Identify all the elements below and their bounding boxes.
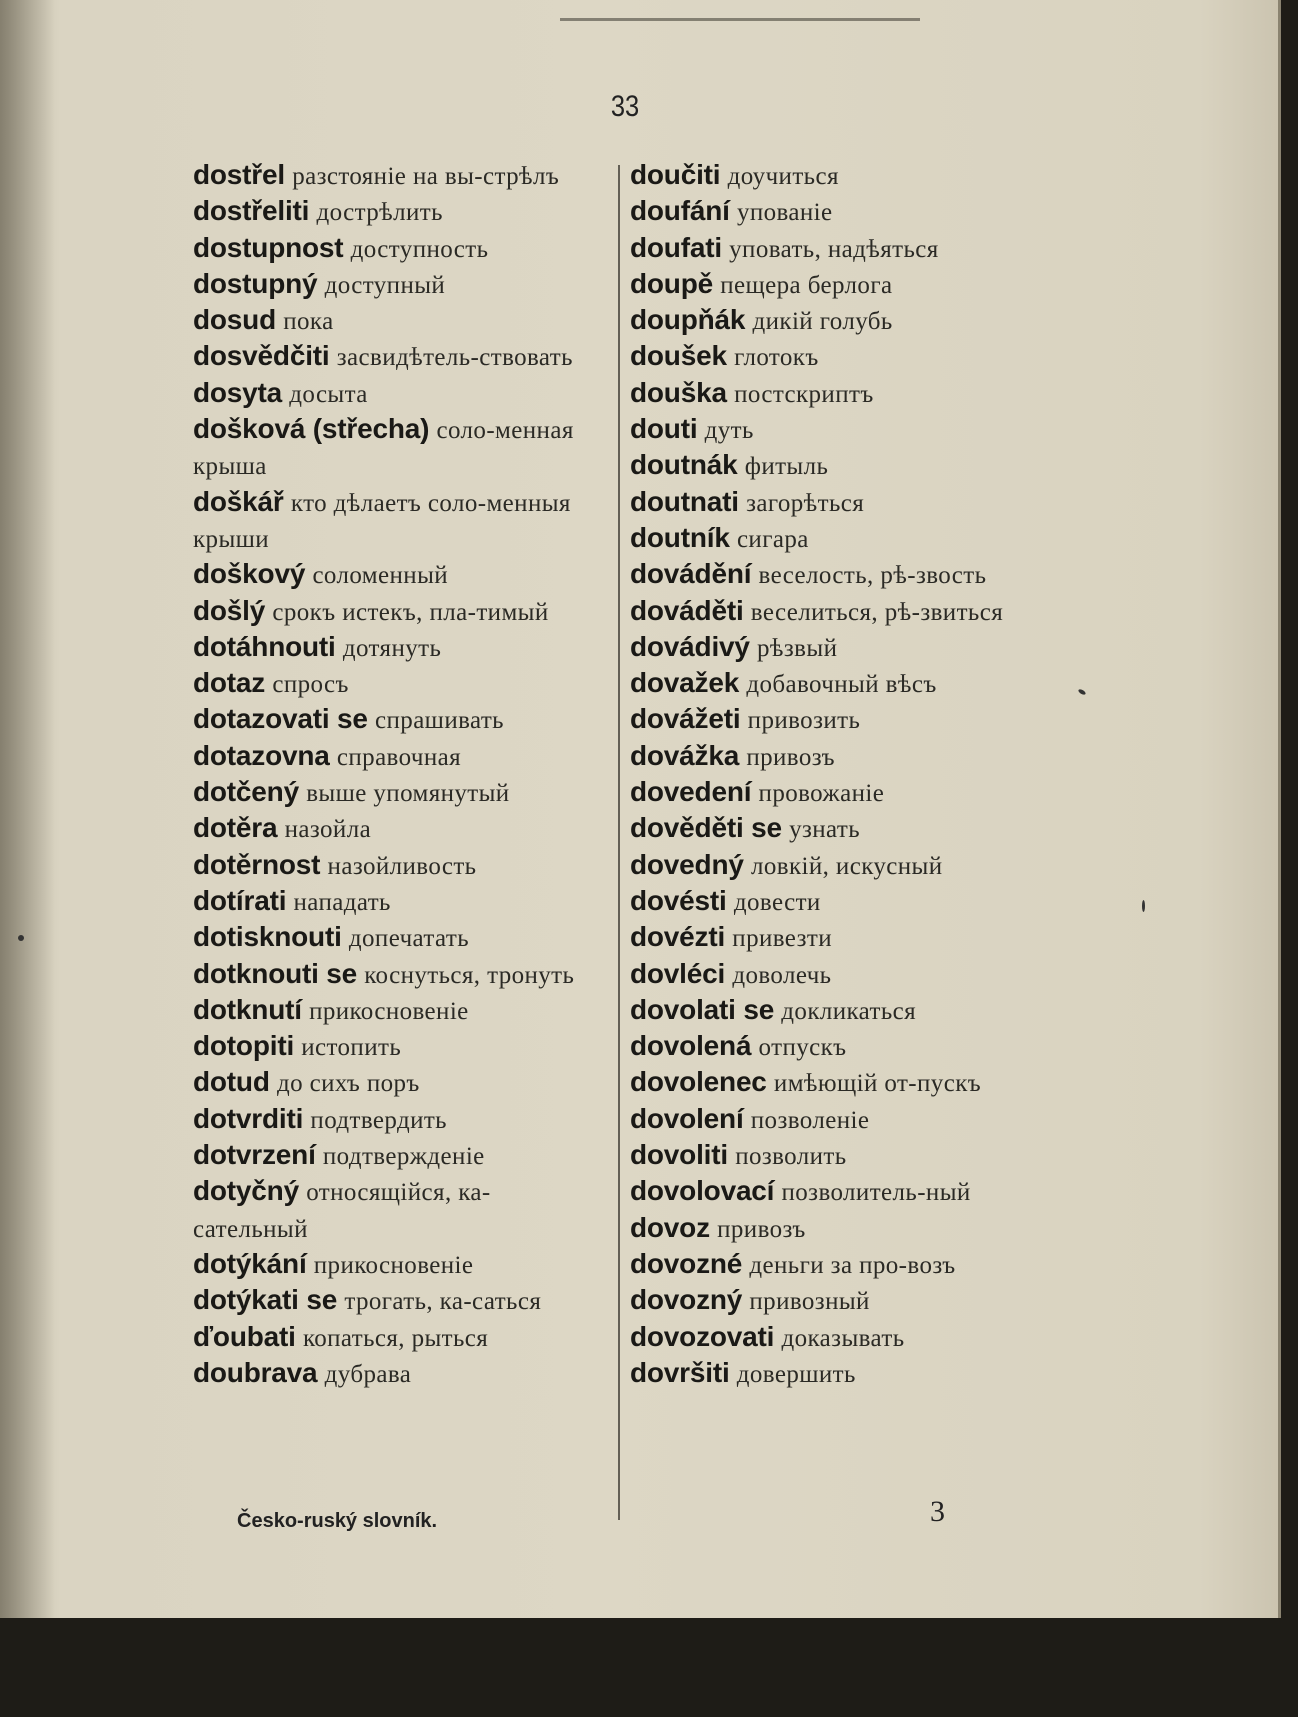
dictionary-entry — [630, 376, 1062, 412]
dictionary-entry — [630, 630, 1062, 666]
dictionary-entry — [630, 448, 1062, 484]
entry-translation: уповать, надѣяться — [729, 235, 939, 263]
entry-headword: dovoz — [630, 1211, 710, 1243]
entry-translation: доступный — [324, 271, 446, 299]
entry-translation: докликаться — [781, 997, 917, 1025]
dictionary-entry — [630, 158, 1062, 194]
entry-translation: добавочный вѣсъ — [746, 671, 937, 699]
entry-headword: doufání — [630, 195, 730, 227]
entry-translation: рѣзвый — [757, 634, 838, 662]
dictionary-entry — [193, 1247, 605, 1283]
dictionary-entry — [193, 1102, 605, 1138]
entry-headword: dotáhnouti — [193, 630, 336, 662]
entry-translation: доказывать — [781, 1324, 905, 1352]
dictionary-entry — [630, 521, 1062, 557]
entry-headword: dostřeliti — [193, 195, 310, 227]
entry-headword: dotvrditi — [193, 1102, 304, 1134]
dictionary-entry — [630, 231, 1062, 267]
entry-headword: doškový — [193, 558, 306, 590]
entry-translation: дострѣлить — [316, 199, 443, 227]
entry-headword: dovolati se — [630, 993, 775, 1025]
entry-headword: dovážka — [630, 739, 740, 771]
dictionary-entry — [193, 957, 605, 993]
dictionary-entry — [630, 884, 1062, 920]
entry-translation: относящійся, ка-сательный — [193, 1179, 491, 1243]
dictionary-entry — [193, 1174, 605, 1247]
dictionary-entry — [630, 1174, 1062, 1210]
page-number: 33 — [610, 90, 640, 123]
entry-translation: ловкій, искусный — [750, 852, 943, 880]
dictionary-entry — [630, 1211, 1062, 1247]
entry-translation: соломенный — [312, 562, 449, 590]
entry-translation: спросъ — [272, 671, 349, 699]
entry-translation: доступность — [350, 235, 489, 263]
entry-translation: сигара — [736, 525, 809, 553]
entry-headword: dosyta — [193, 376, 283, 408]
dictionary-entry — [193, 739, 605, 775]
entry-translation: веселость, рѣ-звость — [758, 562, 987, 590]
entry-translation: узнать — [789, 816, 861, 844]
entry-headword: dotírati — [193, 884, 287, 916]
dictionary-entry — [630, 920, 1062, 956]
entry-translation: отпускъ — [758, 1034, 847, 1062]
entry-translation: кто дѣлаетъ соло-менныя крыши — [193, 489, 571, 553]
entry-translation: дикій голубь — [752, 308, 893, 336]
entry-headword: doškář — [193, 485, 284, 517]
entry-translation: веселиться, рѣ-звиться — [750, 598, 1004, 626]
dictionary-entry — [193, 376, 605, 412]
entry-headword: dováděti — [630, 594, 744, 626]
entry-translation: подтвержденіе — [322, 1143, 485, 1171]
entry-headword: dovozné — [630, 1247, 743, 1279]
dictionary-entry — [630, 1283, 1062, 1319]
entry-headword: dotyčný — [193, 1175, 299, 1207]
entry-headword: dověděti se — [630, 812, 782, 844]
entry-translation: досыта — [289, 380, 368, 408]
dictionary-entry — [630, 1029, 1062, 1065]
entry-translation: засвидѣтель-ствовать — [336, 344, 573, 372]
left-column — [193, 158, 605, 1392]
dictionary-entry — [630, 557, 1062, 593]
dictionary-entry — [193, 339, 605, 375]
entry-translation: до сихъ поръ — [276, 1070, 420, 1098]
print-speck — [1142, 900, 1145, 912]
entry-headword: dovoliti — [630, 1139, 728, 1171]
entry-headword: doupě — [630, 267, 713, 299]
dictionary-entry — [193, 702, 605, 738]
dictionary-entry — [193, 1283, 605, 1319]
entry-translation: назойла — [284, 816, 372, 844]
dictionary-entry — [193, 1029, 605, 1065]
entry-headword: doušek — [630, 340, 727, 372]
entry-headword: dosud — [193, 304, 276, 336]
dictionary-entry — [193, 194, 605, 230]
gutter-shadow — [0, 0, 55, 1618]
dictionary-entry — [193, 557, 605, 593]
dictionary-entry — [193, 267, 605, 303]
entry-translation: дубрава — [324, 1360, 412, 1388]
entry-translation: допечатать — [348, 925, 470, 953]
entry-headword: dovolenec — [630, 1066, 767, 1098]
entry-headword: dovozovati — [630, 1320, 775, 1352]
dictionary-entry — [193, 920, 605, 956]
entry-headword: dotknouti se — [193, 957, 358, 989]
entry-headword: došlý — [193, 594, 266, 626]
dictionary-entry — [630, 811, 1062, 847]
entry-headword: dovažek — [630, 667, 740, 699]
dictionary-entry — [630, 775, 1062, 811]
entry-translation: позволеніе — [750, 1106, 870, 1134]
dictionary-entry — [630, 194, 1062, 230]
dictionary-entry — [630, 1320, 1062, 1356]
signature-mark: 3 — [930, 1495, 945, 1528]
entry-translation: спрашивать — [375, 707, 504, 735]
dictionary-entry — [193, 993, 605, 1029]
entry-translation: истопить — [301, 1034, 402, 1062]
entry-translation: прикосновеніе — [309, 997, 469, 1025]
entry-translation: упованіе — [736, 199, 833, 227]
entry-translation: подтвердить — [310, 1106, 447, 1134]
entry-headword: dovozný — [630, 1284, 743, 1316]
entry-headword: ďoubati — [193, 1320, 296, 1352]
entry-translation: деньги за про-возъ — [749, 1251, 956, 1279]
dictionary-entry — [193, 848, 605, 884]
entry-headword: dotvrzení — [193, 1139, 316, 1171]
entry-headword: dovádivý — [630, 630, 750, 662]
dictionary-entry — [193, 412, 605, 485]
entry-translation: довести — [733, 888, 821, 916]
top-edge-line — [560, 18, 920, 21]
entry-translation: постскриптъ — [734, 380, 874, 408]
dictionary-entry — [193, 811, 605, 847]
entry-translation: нападать — [293, 888, 391, 916]
dictionary-entry — [193, 1065, 605, 1101]
dictionary-entry — [193, 303, 605, 339]
entry-headword: dovléci — [630, 957, 726, 989]
entry-headword: dotaz — [193, 667, 266, 699]
entry-translation: пока — [283, 308, 334, 336]
entry-headword: dovádění — [630, 558, 752, 590]
entry-translation: позволитель-ный — [781, 1179, 971, 1207]
dictionary-entry — [193, 775, 605, 811]
entry-headword: dovážeti — [630, 703, 741, 735]
entry-translation: позволить — [735, 1143, 847, 1171]
dictionary-entry — [630, 485, 1062, 521]
entry-headword: douti — [630, 413, 698, 445]
dictionary-entry — [193, 1356, 605, 1392]
print-speck — [18, 935, 24, 941]
dictionary-entry — [630, 957, 1062, 993]
entry-translation: срокъ истекъ, пла-тимый — [272, 598, 549, 626]
dictionary-entry — [193, 884, 605, 920]
entry-headword: doufati — [630, 231, 722, 263]
dictionary-entry — [630, 303, 1062, 339]
entry-headword: dotopiti — [193, 1030, 295, 1062]
entry-translation: разстояніе на вы-стрѣлъ — [292, 163, 560, 190]
entry-headword: dovedný — [630, 848, 744, 880]
entry-translation: копаться, рыться — [302, 1324, 489, 1352]
entry-headword: dotknutí — [193, 993, 302, 1025]
dictionary-entry — [193, 158, 605, 194]
dictionary-entry — [630, 1065, 1062, 1101]
entry-translation: доучиться — [727, 163, 839, 190]
entry-translation: имѣющій от-пускъ — [773, 1070, 982, 1098]
entry-headword: dotazovati se — [193, 703, 368, 735]
dictionary-entry — [193, 594, 605, 630]
entry-translation: трогать, ка-саться — [344, 1288, 542, 1316]
entry-headword: doutnák — [630, 449, 738, 481]
column-divider — [618, 165, 620, 1520]
entry-translation: дотянуть — [342, 634, 442, 662]
entry-translation: выше упомянутый — [306, 780, 510, 808]
dictionary-entry — [630, 594, 1062, 630]
entry-translation: коснуться, тронуть — [364, 961, 575, 989]
dictionary-entry — [193, 630, 605, 666]
dictionary-entry — [630, 739, 1062, 775]
dictionary-entry — [630, 666, 1062, 702]
entry-headword: dotýkati se — [193, 1284, 338, 1316]
dictionary-entry — [193, 1320, 605, 1356]
entry-headword: dostupnost — [193, 231, 344, 263]
entry-translation: фитыль — [744, 453, 829, 481]
entry-translation: привозить — [747, 707, 861, 735]
entry-headword: dostřel — [193, 159, 285, 190]
entry-translation: глотокъ — [734, 344, 819, 372]
dictionary-entry — [193, 231, 605, 267]
dictionary-entry — [193, 485, 605, 558]
entry-translation: привозъ — [746, 743, 835, 771]
entry-headword: dotěra — [193, 812, 278, 844]
entry-headword: doutnati — [630, 485, 739, 517]
entry-translation: справочная — [336, 743, 461, 771]
entry-headword: dovésti — [630, 884, 727, 916]
entry-headword: dotčený — [193, 776, 299, 808]
entry-translation: прикосновеніе — [313, 1251, 474, 1279]
entry-translation: довершить — [736, 1360, 856, 1388]
entry-headword: dotěrnost — [193, 848, 321, 880]
dictionary-entry — [630, 1247, 1062, 1283]
entry-translation: провожаніе — [758, 780, 885, 808]
entry-headword: dosvědčiti — [193, 340, 330, 372]
entry-headword: dostupný — [193, 267, 318, 299]
entry-translation: загорѣться — [746, 489, 865, 517]
entry-headword: dotisknouti — [193, 921, 342, 953]
entry-headword: dotazovna — [193, 739, 330, 771]
dictionary-entry — [630, 267, 1062, 303]
entry-headword: dotud — [193, 1066, 270, 1098]
entry-headword: dovolovací — [630, 1175, 775, 1207]
entry-headword: dovedení — [630, 776, 752, 808]
entry-headword: doučiti — [630, 159, 721, 190]
footer-title: Česko-ruský slovník. — [237, 1510, 438, 1532]
entry-translation: привозъ — [717, 1215, 806, 1243]
entry-headword: došková (střecha) — [193, 413, 430, 445]
entry-translation: пещера берлога — [720, 271, 893, 299]
entry-headword: dovézti — [630, 921, 726, 953]
entry-translation: доволечь — [732, 961, 832, 989]
entry-headword: doutník — [630, 521, 730, 553]
entry-headword: doupňák — [630, 304, 746, 336]
print-speck — [1078, 688, 1087, 695]
entry-headword: dovršiti — [630, 1356, 730, 1388]
dictionary-entry — [630, 412, 1062, 448]
dictionary-entry — [630, 339, 1062, 375]
entry-headword: dovolení — [630, 1102, 744, 1134]
entry-headword: doubrava — [193, 1356, 318, 1388]
entry-headword: dovolená — [630, 1030, 752, 1062]
entry-headword: douška — [630, 376, 727, 408]
dictionary-entry — [630, 1102, 1062, 1138]
dictionary-entry — [630, 1356, 1062, 1392]
dictionary-entry — [193, 1138, 605, 1174]
right-column — [630, 158, 1062, 1392]
dictionary-entry — [630, 1138, 1062, 1174]
entry-translation: назойливость — [327, 852, 477, 880]
entry-translation: соло-менная крыша — [193, 417, 574, 481]
entry-headword: dotýkání — [193, 1247, 307, 1279]
entry-translation: привезти — [732, 925, 832, 953]
entry-translation: дуть — [704, 417, 754, 445]
dictionary-entry — [193, 666, 605, 702]
dictionary-entry — [630, 702, 1062, 738]
entry-translation: привозный — [749, 1288, 870, 1316]
dictionary-entry — [630, 848, 1062, 884]
dictionary-entry — [630, 993, 1062, 1029]
